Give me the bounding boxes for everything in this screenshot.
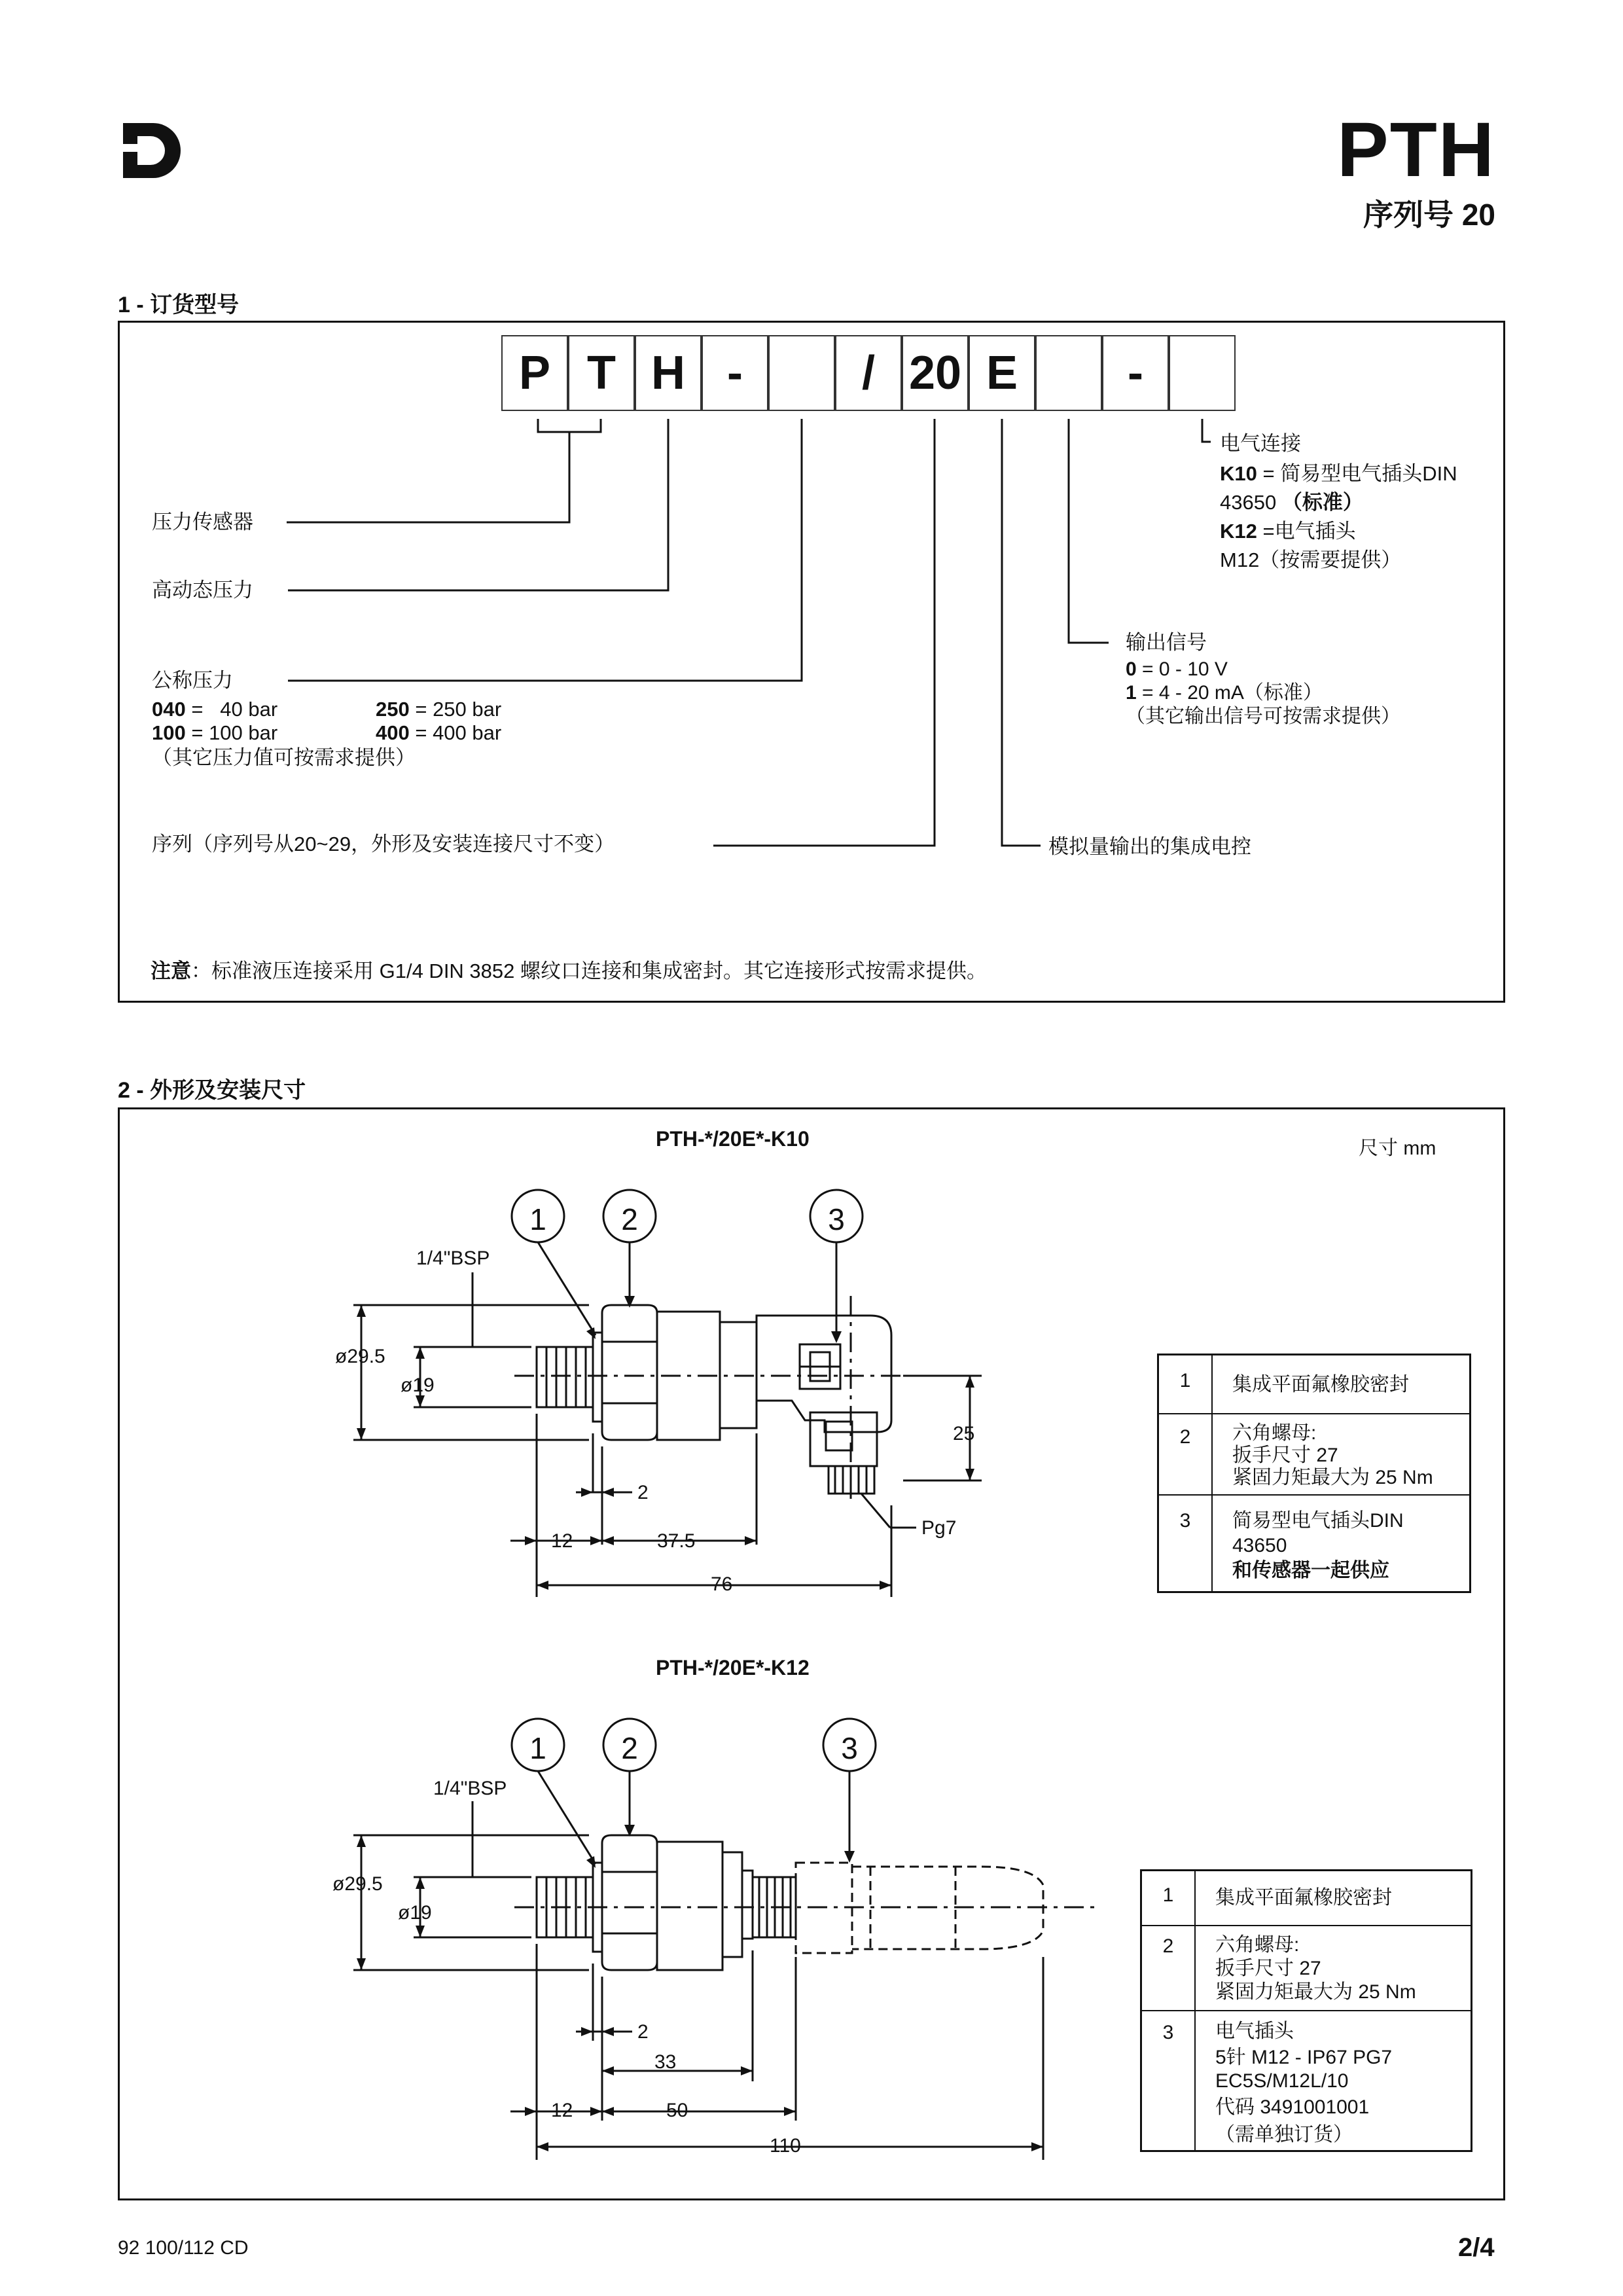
k12-dim-110: 110	[770, 2135, 801, 2157]
desc-k12: =电气插头	[1257, 520, 1356, 543]
code-cell-h: H	[635, 335, 702, 411]
row-text-line2: 扳手尺寸 27	[1215, 1958, 1321, 1979]
output-note: （其它输出信号可按需求提供）	[1126, 706, 1400, 727]
k10-callout-1: 1	[529, 1202, 546, 1236]
val-output-0: = 0 - 10 V	[1136, 658, 1228, 680]
code-cell-slash: /	[835, 335, 902, 411]
section1-title: 1 - 订货型号	[118, 293, 240, 317]
row-number: 2	[1162, 1935, 1174, 1957]
k10-din-number: 43650	[1220, 491, 1282, 514]
row-number: 1	[1179, 1370, 1191, 1391]
k10-dim-25: 25	[953, 1423, 975, 1444]
row-text-line1: 六角螺母:	[1232, 1422, 1317, 1444]
code-400: 400	[376, 721, 410, 744]
note-label: 注意	[151, 960, 191, 982]
k12-dim-33: 33	[654, 2051, 677, 2073]
code-output-1: 1	[1126, 682, 1137, 704]
row-text-line3: EC5S/M12L/10	[1215, 2070, 1349, 2092]
k12-dim-2: 2	[637, 2021, 649, 2043]
row-number: 3	[1162, 2022, 1174, 2043]
table-row	[1142, 2010, 1471, 2153]
note-text: ：标准液压连接采用 G1/4 DIN 3852 螺纹口连接和集成密封。其它连接形式按需求提供。	[191, 960, 988, 982]
k10-callout-2: 2	[621, 1202, 638, 1236]
k10-dim-d295: ø29.5	[335, 1346, 385, 1367]
k12-thread-label: 1/4"BSP	[433, 1778, 507, 1799]
code-100: 100	[152, 721, 186, 744]
code-cell-e: E	[969, 335, 1035, 411]
table-row	[1142, 1871, 1471, 1925]
pressure-note: （其它压力值可按需求提供）	[152, 746, 416, 769]
k10-callout-3: 3	[828, 1202, 845, 1236]
code-cell-t: T	[568, 335, 635, 411]
code-cell-20: 20	[902, 335, 969, 411]
code-250: 250	[376, 698, 410, 721]
label-nominal-pressure: 公称压力	[152, 669, 233, 692]
label-pressure-sensor: 压力传感器	[152, 511, 253, 533]
k10-pg7-label: Pg7	[921, 1517, 957, 1539]
connection-k12-line2: M12（按需要提供）	[1220, 548, 1402, 571]
code-output-0: 0	[1126, 658, 1137, 680]
k12-dim-d295: ø29.5	[332, 1873, 383, 1895]
code-k12: K12	[1220, 520, 1257, 543]
k12-dim-d19: ø19	[398, 1902, 432, 1924]
row-text-line2: 43650	[1232, 1535, 1287, 1556]
k10-dim-d19: ø19	[401, 1374, 435, 1396]
k10-standard: （标准）	[1281, 491, 1363, 514]
val-250: = 250 bar	[409, 698, 502, 721]
k12-drawing-title: PTH-*/20E*-K12	[656, 1656, 810, 1679]
row-text-line1: 六角螺母:	[1215, 1934, 1300, 1956]
k12-callout-1: 1	[529, 1731, 546, 1765]
row-text-line5: （需单独订货）	[1215, 2124, 1353, 2145]
row-text-line3: 紧固力矩最大为 25 Nm	[1215, 1981, 1416, 2003]
label-output-signal: 输出信号	[1126, 631, 1207, 654]
k10-dim-375: 37.5	[657, 1530, 696, 1552]
row-text-line1: 电气插头	[1215, 2020, 1294, 2042]
code-cell-p: P	[501, 335, 568, 411]
desc-k10: = 简易型电气插头DIN	[1257, 462, 1457, 485]
val-040: = 40 bar	[185, 698, 278, 721]
k12-callout-2: 2	[621, 1731, 638, 1765]
val-100: = 100 bar	[185, 721, 278, 744]
code-cell-dash2: -	[1102, 335, 1169, 411]
row-text-line3: 和传感器一起供应	[1232, 1560, 1389, 1581]
k12-dim-50: 50	[666, 2100, 688, 2121]
k12-legend-table	[1140, 1869, 1472, 2152]
code-cell-dash1: -	[702, 335, 768, 411]
k12-callout-3: 3	[841, 1731, 858, 1765]
row-text-line3: 紧固力矩最大为 25 Nm	[1232, 1467, 1433, 1488]
row-number: 2	[1179, 1426, 1191, 1448]
page-number: 2/4	[1458, 2233, 1495, 2262]
section2-title: 2 - 外形及安装尺寸	[118, 1078, 306, 1103]
k12-dim-12: 12	[551, 2100, 573, 2121]
row-text-line4: 代码 3491001001	[1215, 2096, 1370, 2118]
label-series: 序列（序列号从20~29，外形及安装连接尺寸不变）	[152, 833, 615, 855]
document-number: 92 100/112 CD	[118, 2237, 249, 2259]
code-040: 040	[152, 698, 186, 721]
row-text-line2: 扳手尺寸 27	[1232, 1444, 1338, 1466]
k10-thread-label: 1/4"BSP	[416, 1247, 490, 1269]
row-text-line2: 5针 M12 - IP67 PG7	[1215, 2047, 1393, 2068]
series-number: 序列号 20	[1363, 198, 1495, 232]
k10-drawing-title: PTH-*/20E*-K10	[656, 1127, 810, 1151]
label-electric-connection: 电气连接	[1220, 432, 1301, 455]
val-output-1: = 4 - 20 mA（标准）	[1136, 682, 1323, 704]
label-high-dynamic: 高动态压力	[152, 579, 253, 601]
val-400: = 400 bar	[409, 721, 502, 744]
k10-dim-2: 2	[637, 1482, 649, 1503]
row-text: 集成平面氟橡胶密封	[1232, 1374, 1409, 1395]
k10-dim-12: 12	[551, 1530, 573, 1552]
row-number: 1	[1162, 1884, 1174, 1906]
table-row	[1142, 1925, 1471, 2011]
row-text-line1: 简易型电气插头DIN	[1232, 1510, 1404, 1532]
unit-label: 尺寸 mm	[1359, 1138, 1436, 1159]
row-number: 3	[1179, 1510, 1191, 1532]
label-analog-electronics: 模拟量输出的集成电控	[1048, 835, 1251, 858]
row-text: 集成平面氟橡胶密封	[1215, 1887, 1392, 1909]
k10-dim-76: 76	[711, 1573, 733, 1595]
code-k10: K10	[1220, 462, 1257, 485]
series-title: PTH	[1337, 107, 1495, 193]
